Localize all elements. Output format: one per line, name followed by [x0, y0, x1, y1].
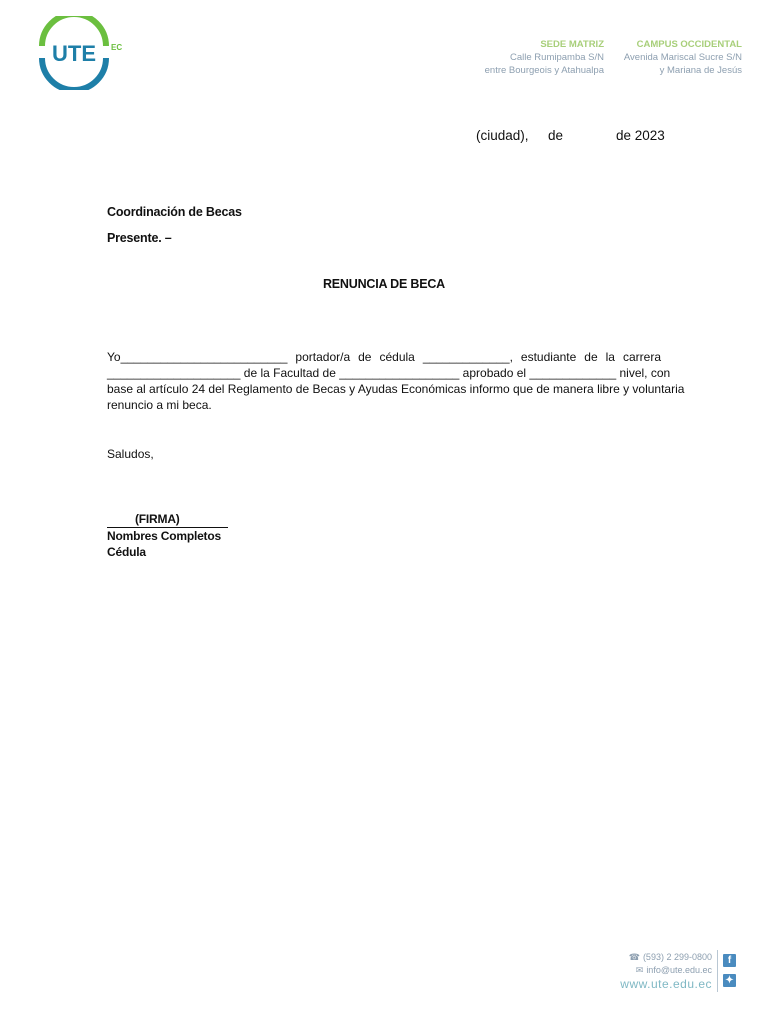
- ute-logo: [38, 16, 128, 90]
- body-line-4: renuncio a mi beca.: [107, 398, 212, 412]
- phone-icon: ☎: [628, 952, 640, 962]
- signature-label: (FIRMA): [135, 512, 180, 526]
- date-city: (ciudad),: [476, 128, 529, 143]
- campus-occidental-address: [624, 38, 742, 77]
- body-line-3: base al artículo 24 del Reglamento de Becas y Ayudas Económicas informo que de manera libre y voluntaria: [107, 382, 685, 396]
- campus-occidental-line2: y Mariana de Jesús: [659, 65, 742, 76]
- logo-text: UTE: [52, 41, 96, 66]
- date-day: de: [548, 128, 564, 143]
- footer-website[interactable]: www.ute.edu.ec: [620, 977, 712, 991]
- signature-block: [107, 511, 228, 560]
- signature-name: Nombres Completos: [107, 529, 221, 543]
- signature-id: Cédula: [107, 545, 146, 559]
- footer-email[interactable]: info@ute.edu.ec: [646, 965, 712, 975]
- twitter-icon[interactable]: ✦: [723, 974, 736, 987]
- date-year: de 2023: [616, 128, 665, 143]
- greeting: Saludos,: [107, 447, 154, 461]
- logo-suffix: EC: [111, 43, 123, 52]
- footer-contact: [606, 950, 736, 994]
- body-line-2: ____________________ de la Facultad de __________________ aprobado el _____________ nivel, con: [107, 366, 671, 380]
- sede-matriz-line1: Calle Rumipamba S/N: [510, 52, 604, 63]
- document-title: RENUNCIA DE BECA: [322, 277, 446, 291]
- footer-phone: (593) 2 299-0800: [642, 952, 712, 962]
- footer-divider: [717, 950, 718, 992]
- signature-line: [107, 511, 228, 528]
- sede-matriz-line2: entre Bourgeois y Atahualpa: [484, 65, 604, 76]
- mail-icon: ✉: [635, 965, 644, 975]
- recipient-salutation: Presente. –: [107, 231, 172, 245]
- body-line-1: Yo_________________________ portador/a de cédula _____________, estudiante de la carrera: [107, 350, 661, 364]
- facebook-icon[interactable]: f: [723, 954, 736, 967]
- sede-matriz-title: SEDE MATRIZ: [540, 39, 604, 50]
- letter-body: [107, 349, 685, 413]
- campus-occidental-title: CAMPUS OCCIDENTAL: [636, 39, 742, 50]
- campus-occidental-line1: Avenida Mariscal Sucre S/N: [623, 52, 742, 63]
- sede-matriz-address: [485, 38, 604, 77]
- recipient-name: Coordinación de Becas: [107, 205, 242, 219]
